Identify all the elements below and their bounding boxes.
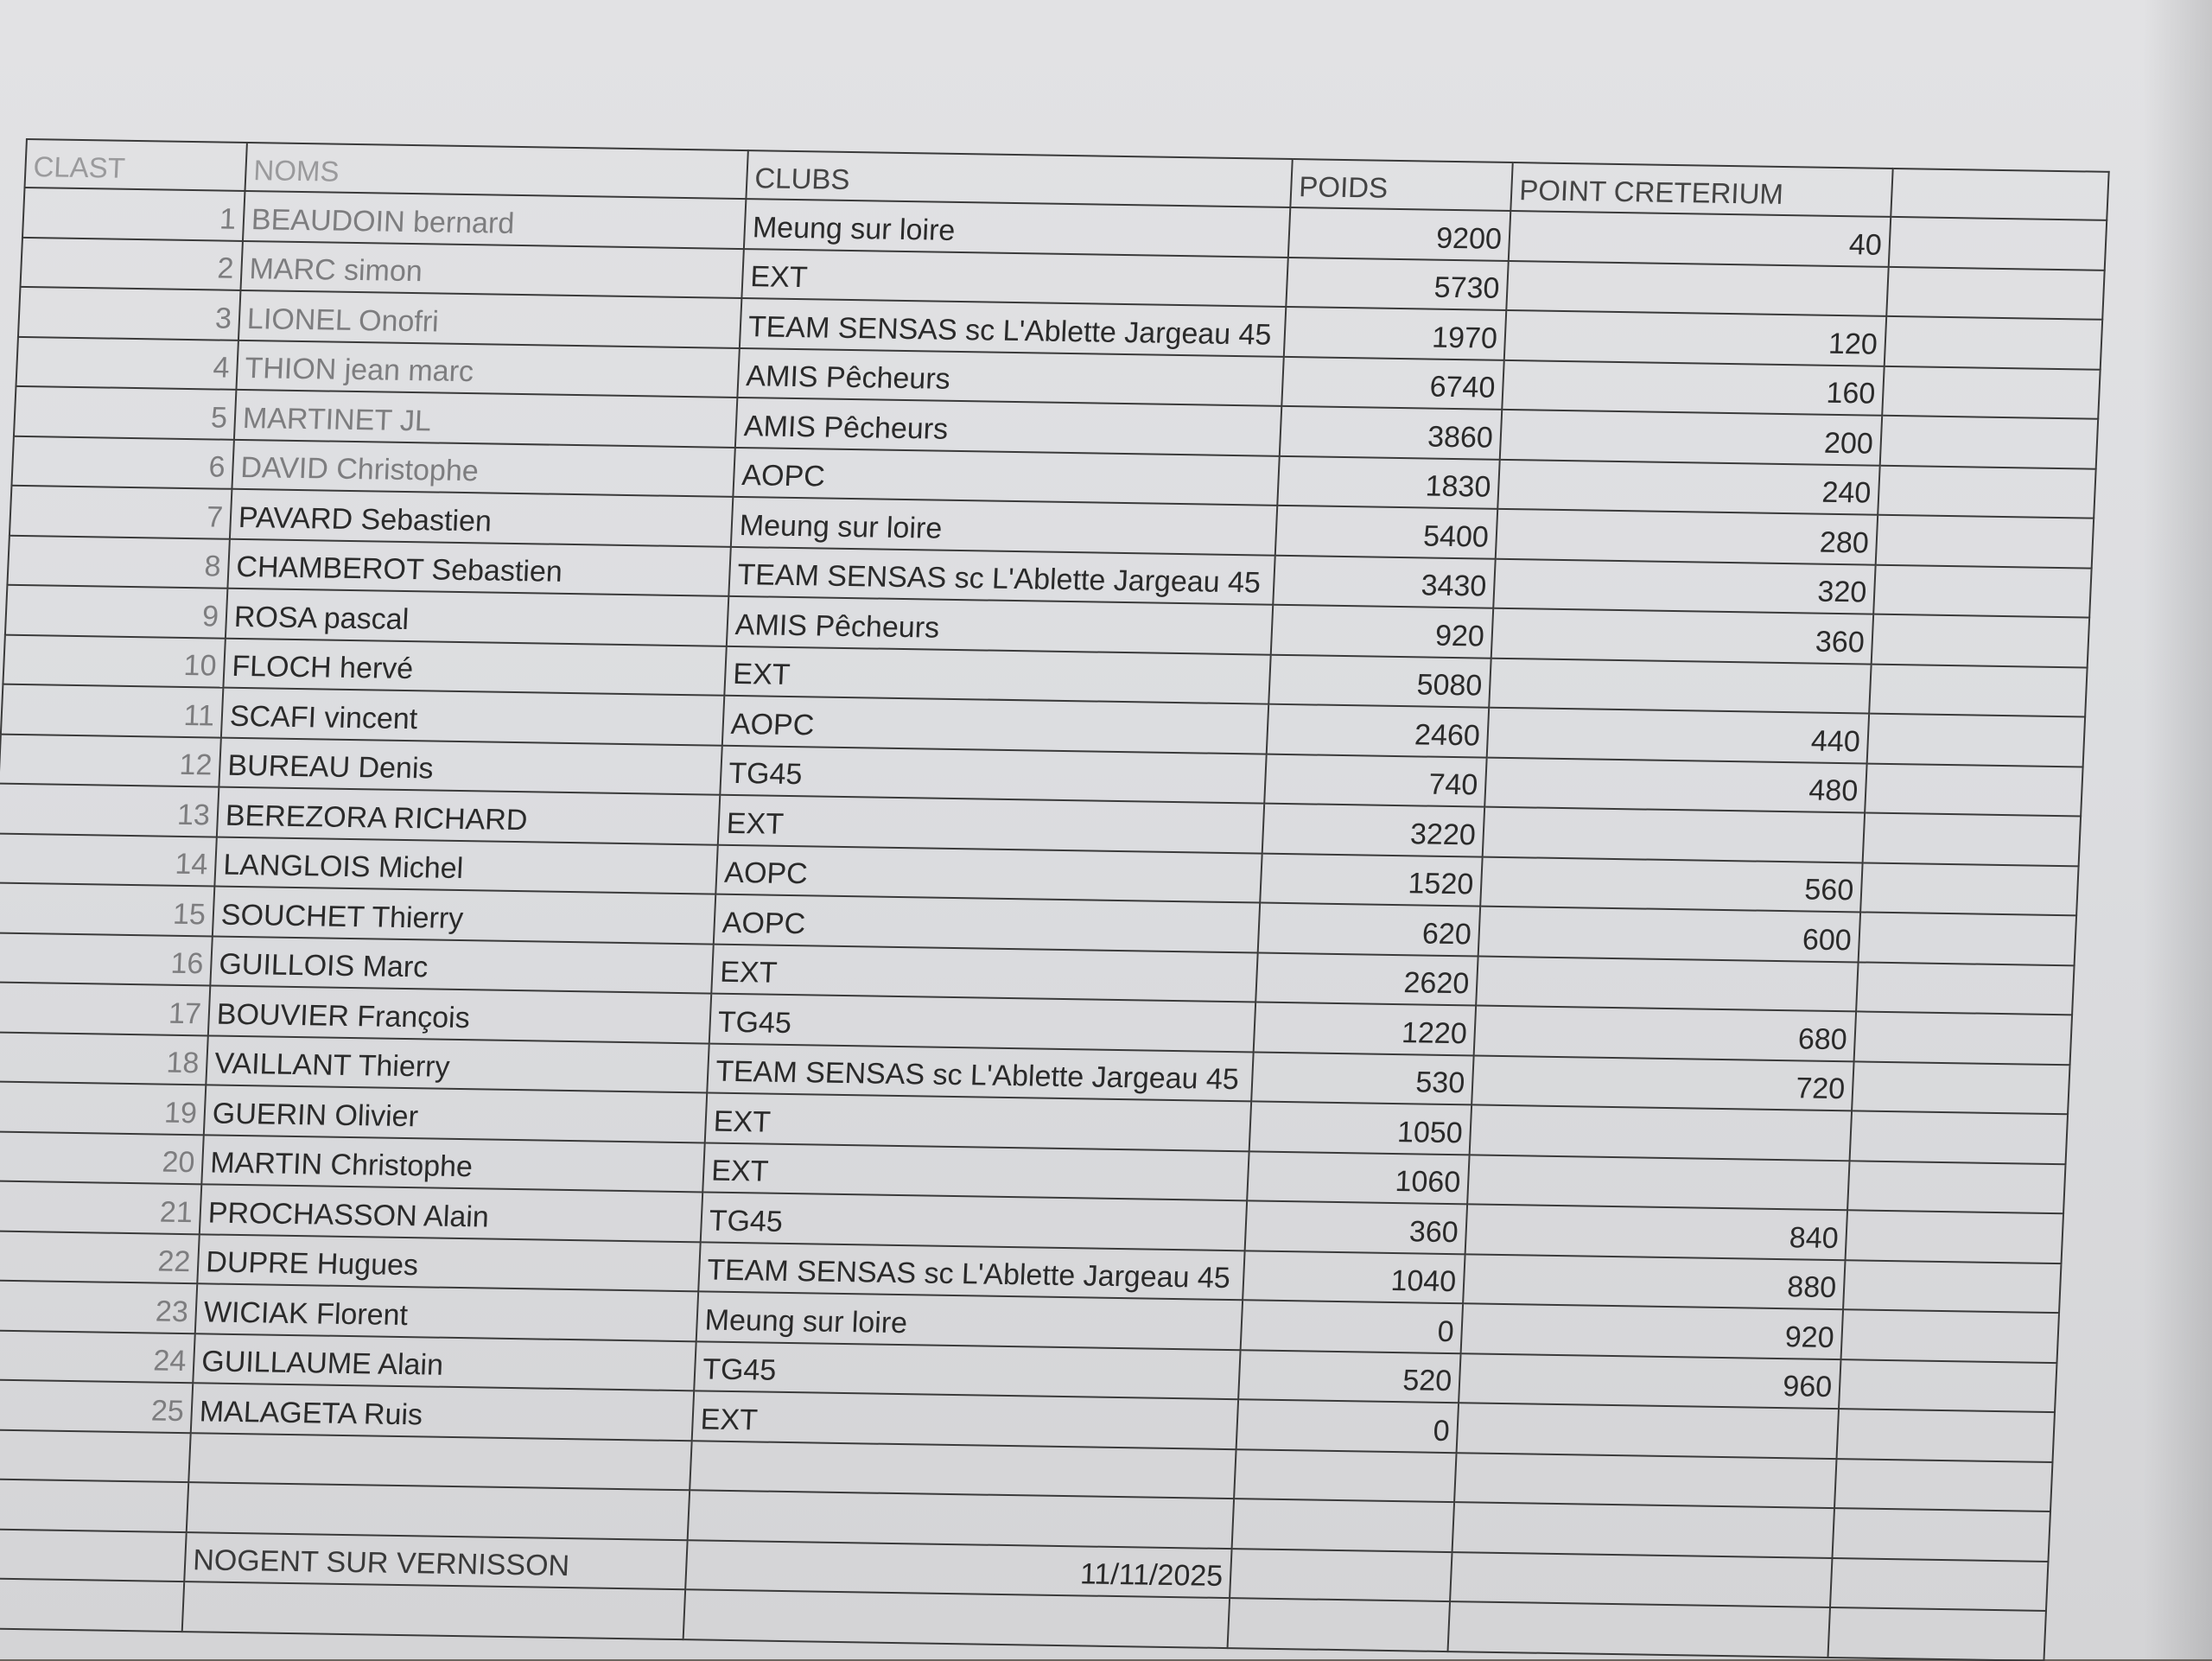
footer-date: 11/11/2025: [685, 1540, 1231, 1598]
extra-cell: [1867, 714, 2085, 767]
extra-cell: [1886, 266, 2104, 319]
rank-cell: 4: [16, 336, 238, 389]
name-cell: DAVID Christophe: [232, 439, 734, 497]
club-cell: AOPC: [715, 844, 1262, 902]
club-cell: TG45: [694, 1341, 1240, 1399]
extra-cell: [1837, 1409, 2055, 1461]
name-cell: WICIAK Florent: [195, 1283, 698, 1341]
header-clast: CLAST: [25, 139, 247, 191]
extra-cell: [1854, 1011, 2072, 1064]
empty-cell: [1834, 1459, 2052, 1511]
extra-cell: [1872, 614, 2089, 667]
rank-cell: 21: [0, 1181, 201, 1233]
rank-cell: 19: [0, 1081, 206, 1134]
extra-cell: [1878, 465, 2095, 518]
extra-cell: [1863, 813, 2081, 866]
poids-cell: 1040: [1243, 1251, 1465, 1303]
empty-cell: [0, 1529, 187, 1581]
club-cell: Meung sur loire: [696, 1291, 1243, 1349]
name-cell: FLOCH hervé: [223, 638, 726, 696]
poids-cell: 520: [1238, 1350, 1460, 1403]
extra-cell: [1846, 1210, 2063, 1263]
poids-cell: 9200: [1288, 207, 1510, 260]
poids-cell: 1520: [1260, 853, 1482, 906]
club-cell: AMIS Pêcheurs: [735, 398, 1281, 455]
points-cell: [1489, 658, 1871, 713]
rank-cell: 20: [0, 1131, 204, 1184]
extra-cell: [1865, 763, 2082, 816]
points-cell: 120: [1504, 310, 1886, 366]
extra-cell: [1873, 564, 2091, 617]
points-cell: 240: [1497, 459, 1879, 514]
club-cell: TEAM SENSAS sc L'Ablette Jargeau 45: [740, 298, 1286, 356]
empty-cell: [1232, 1499, 1454, 1551]
name-cell: MARTINET JL: [234, 390, 737, 448]
rank-cell: 3: [18, 287, 240, 340]
rank-cell: 14: [0, 833, 217, 886]
points-cell: 720: [1471, 1055, 1853, 1111]
rank-cell: 25: [0, 1379, 193, 1432]
club-cell: EXT: [692, 1391, 1238, 1448]
club-cell: EXT: [711, 944, 1257, 1002]
empty-cell: [0, 1479, 188, 1531]
points-cell: 600: [1478, 907, 1860, 962]
empty-cell: [182, 1581, 685, 1639]
name-cell: BUREAU Denis: [219, 737, 721, 795]
empty-cell: [1228, 1598, 1450, 1651]
points-cell: [1470, 1104, 1852, 1160]
club-cell: EXT: [724, 646, 1270, 703]
poids-cell: 530: [1251, 1052, 1473, 1104]
club-cell: AOPC: [722, 696, 1268, 754]
poids-cell: 920: [1271, 605, 1493, 658]
club-cell: EXT: [705, 1093, 1251, 1151]
club-cell: AMIS Pêcheurs: [737, 348, 1283, 406]
empty-cell: [1234, 1449, 1456, 1502]
rank-cell: 17: [0, 982, 210, 1034]
edge-shadow: [2143, 0, 2212, 1659]
name-cell: DUPRE Hugues: [197, 1234, 700, 1292]
points-cell: 960: [1459, 1353, 1840, 1409]
header-points: POINT CRETERIUM: [1510, 162, 1892, 217]
results-sheet: [0, 138, 2110, 1661]
name-cell: VAILLANT Thierry: [206, 1035, 709, 1093]
extra-cell: [1839, 1359, 2056, 1412]
points-cell: 480: [1484, 757, 1866, 812]
empty-cell: [0, 1429, 191, 1482]
poids-cell: 0: [1236, 1399, 1459, 1452]
empty-cell: [1230, 1549, 1452, 1601]
rank-cell: 18: [0, 1032, 208, 1085]
points-cell: 920: [1461, 1303, 1843, 1359]
club-cell: TG45: [709, 994, 1255, 1052]
name-cell: CHAMBEROT Sebastien: [227, 538, 730, 596]
rank-cell: 2: [20, 237, 242, 290]
name-cell: ROSA pascal: [226, 589, 728, 646]
poids-cell: 620: [1258, 903, 1480, 956]
poids-cell: 5400: [1275, 506, 1497, 558]
club-cell: AOPC: [714, 894, 1260, 952]
poids-cell: 3430: [1273, 555, 1495, 608]
club-cell: TEAM SENSAS sc L'Ablette Jargeau 45: [698, 1242, 1244, 1300]
extra-cell: [1880, 416, 2098, 468]
empty-cell: [690, 1441, 1236, 1499]
rank-cell: 5: [14, 386, 236, 439]
empty-cell: [688, 1490, 1234, 1548]
club-cell: EXT: [718, 795, 1264, 853]
name-cell: PROCHASSON Alain: [200, 1184, 702, 1242]
name-cell: BEREZORA RICHARD: [217, 787, 720, 845]
name-cell: PAVARD Sebastien: [230, 489, 733, 547]
empty-cell: [1450, 1552, 1832, 1607]
points-cell: 360: [1491, 608, 1873, 664]
empty-cell: [188, 1433, 691, 1491]
extra-cell: [1856, 962, 2074, 1015]
empty-cell: [683, 1589, 1230, 1647]
points-cell: [1467, 1155, 1849, 1210]
rank-cell: 10: [3, 634, 225, 687]
rank-cell: 7: [10, 486, 232, 538]
poids-cell: 740: [1264, 754, 1486, 806]
points-cell: 440: [1487, 708, 1869, 763]
points-cell: [1506, 260, 1888, 315]
club-cell: TEAM SENSAS sc L'Ablette Jargeau 45: [707, 1043, 1253, 1101]
rank-cell: 9: [5, 585, 227, 638]
poids-cell: 1220: [1254, 1002, 1476, 1054]
poids-cell: 3220: [1262, 804, 1484, 856]
poids-cell: 2460: [1267, 704, 1489, 757]
rank-cell: 12: [0, 734, 221, 786]
rank-cell: 1: [22, 188, 245, 240]
empty-cell: [187, 1482, 690, 1540]
name-cell: BEAUDOIN bernard: [243, 191, 746, 249]
poids-cell: 3860: [1280, 406, 1502, 459]
poids-cell: 1970: [1284, 307, 1506, 360]
extra-cell: [1876, 515, 2094, 568]
poids-cell: 360: [1245, 1200, 1467, 1253]
header-extra: [1891, 169, 2108, 220]
empty-cell: [1830, 1558, 2048, 1611]
extra-cell: [1847, 1161, 2065, 1213]
rank-cell: 11: [1, 684, 223, 737]
name-cell: MALAGETA Ruis: [191, 1383, 694, 1441]
rank-cell: 16: [0, 932, 213, 985]
extra-cell: [1889, 217, 2107, 270]
name-cell: GUERIN Olivier: [204, 1085, 707, 1142]
points-cell: 560: [1480, 856, 1862, 912]
poids-cell: 5730: [1286, 257, 1508, 309]
club-cell: AMIS Pêcheurs: [727, 596, 1273, 654]
club-cell: AOPC: [733, 447, 1279, 505]
header-poids: POIDS: [1290, 159, 1512, 211]
rank-cell: 8: [7, 535, 229, 588]
results-table: [0, 138, 2110, 1661]
points-cell: 320: [1493, 558, 1875, 614]
rank-cell: 22: [0, 1231, 200, 1283]
points-cell: 200: [1500, 410, 1882, 465]
points-cell: [1476, 956, 1858, 1011]
poids-cell: 5080: [1268, 654, 1491, 707]
name-cell: GUILLAUME Alain: [193, 1333, 696, 1391]
name-cell: LIONEL Onofri: [238, 290, 741, 348]
points-cell: [1457, 1403, 1839, 1458]
name-cell: SOUCHET Thierry: [213, 887, 715, 945]
name-cell: BOUVIER François: [208, 985, 711, 1043]
club-cell: TEAM SENSAS sc L'Ablette Jargeau 45: [728, 546, 1274, 604]
points-cell: [1483, 807, 1865, 862]
extra-cell: [1841, 1309, 2059, 1362]
poids-cell: 2620: [1255, 952, 1478, 1005]
empty-cell: [1827, 1607, 2045, 1660]
footer-place: NOGENT SUR VERNISSON: [184, 1532, 687, 1590]
extra-cell: [1859, 912, 2076, 964]
poids-cell: 1830: [1277, 455, 1499, 508]
extra-cell: [1843, 1260, 2061, 1313]
rank-cell: 15: [0, 883, 214, 936]
poids-cell: 1060: [1247, 1151, 1469, 1204]
header-clubs: CLUBS: [746, 150, 1292, 207]
points-cell: 40: [1509, 211, 1891, 266]
points-cell: 160: [1502, 360, 1884, 415]
empty-cell: [1448, 1601, 1830, 1657]
name-cell: GUILLOIS Marc: [210, 936, 713, 994]
name-cell: MARC simon: [240, 240, 743, 298]
rank-cell: 23: [0, 1280, 197, 1333]
empty-cell: [0, 1578, 184, 1631]
name-cell: THION jean marc: [236, 340, 739, 398]
empty-cell: [1452, 1502, 1834, 1557]
extra-cell: [1882, 366, 2100, 418]
rank-cell: 13: [0, 784, 219, 837]
poids-cell: 6740: [1281, 356, 1503, 409]
rank-cell: 24: [0, 1330, 195, 1383]
header-noms: NOMS: [245, 143, 747, 199]
points-cell: 840: [1465, 1204, 1847, 1259]
extra-cell: [1860, 862, 2078, 915]
poids-cell: 0: [1241, 1300, 1463, 1352]
poids-cell: 1050: [1249, 1101, 1471, 1154]
extra-cell: [1852, 1061, 2069, 1114]
empty-cell: [1454, 1453, 1836, 1508]
club-cell: TG45: [720, 745, 1266, 803]
club-cell: Meung sur loire: [744, 199, 1290, 257]
empty-cell: [1833, 1508, 2050, 1561]
points-cell: 680: [1474, 1005, 1856, 1060]
extra-cell: [1885, 316, 2102, 369]
points-cell: 880: [1463, 1254, 1845, 1309]
name-cell: SCAFI vincent: [221, 688, 724, 746]
name-cell: LANGLOIS Michel: [214, 837, 717, 894]
points-cell: 280: [1496, 509, 1878, 564]
extra-cell: [1850, 1111, 2068, 1163]
rank-cell: 6: [11, 436, 233, 488]
club-cell: Meung sur loire: [731, 497, 1277, 555]
name-cell: MARTIN Christophe: [201, 1135, 704, 1193]
club-cell: EXT: [741, 249, 1287, 307]
extra-cell: [1869, 664, 2087, 716]
club-cell: EXT: [702, 1142, 1249, 1200]
club-cell: TG45: [701, 1192, 1247, 1250]
